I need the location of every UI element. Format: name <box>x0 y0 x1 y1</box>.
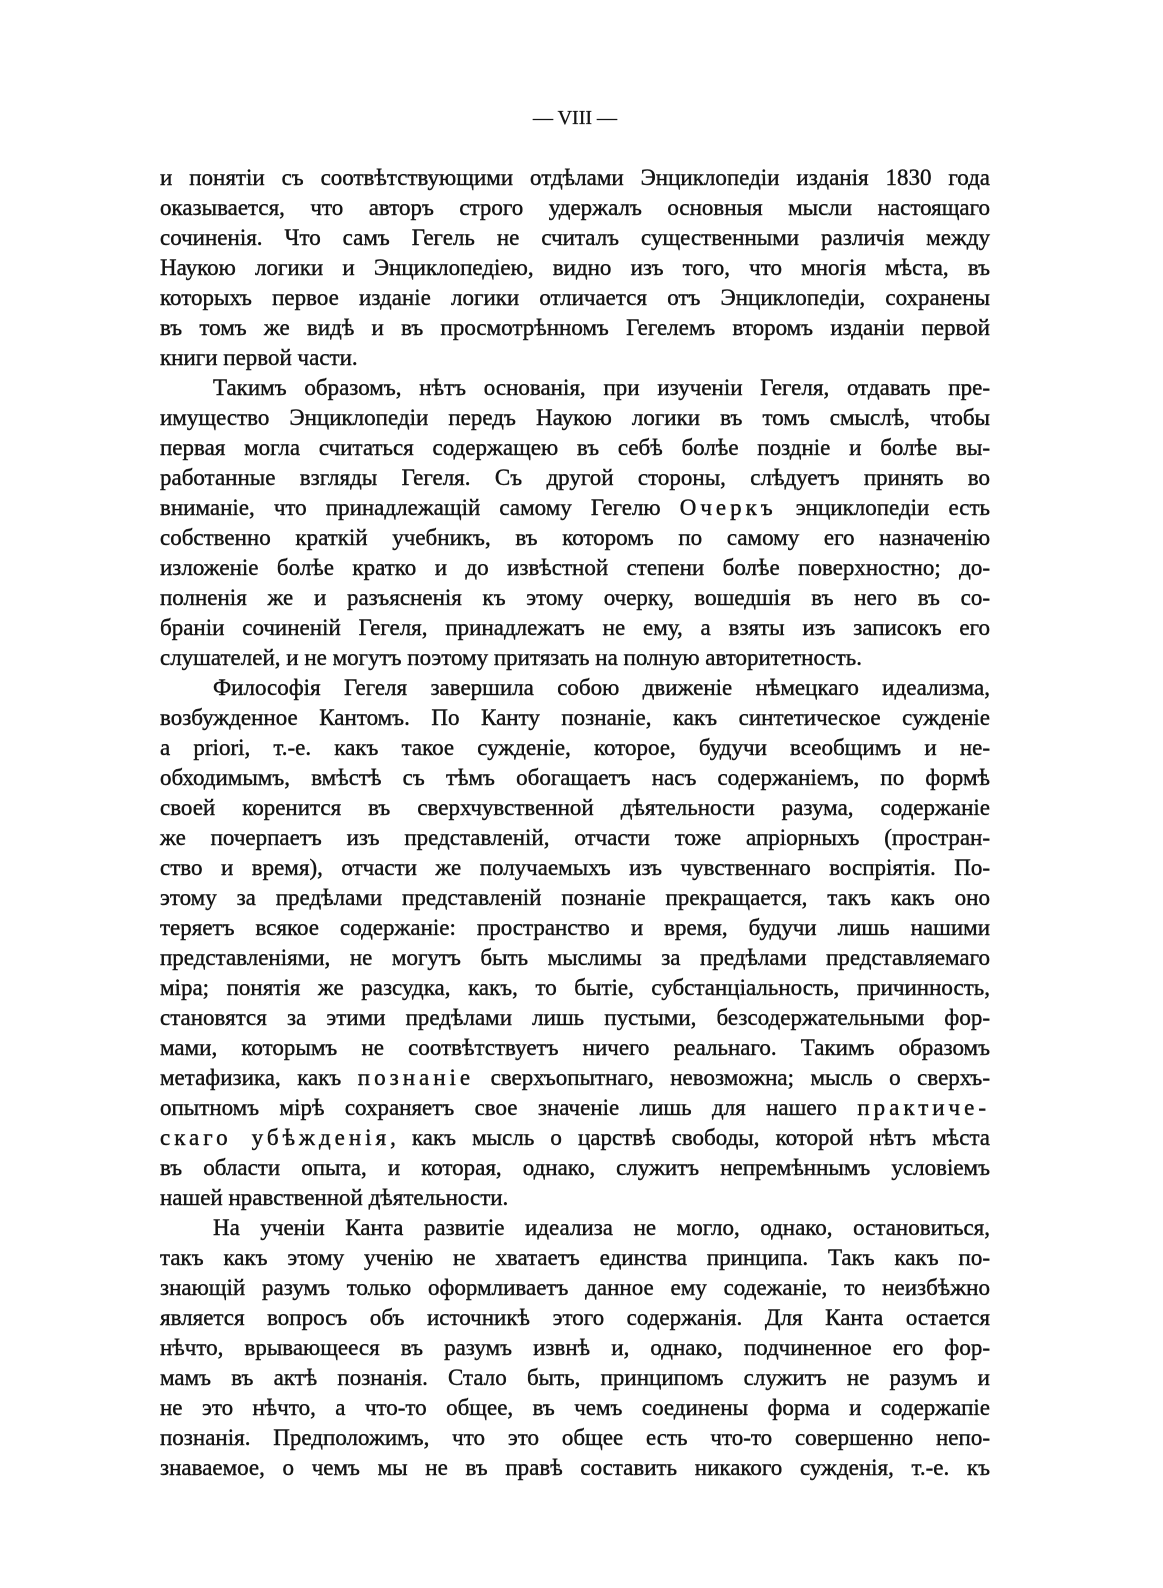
text-segment: сверхъопытнаго, невозможна; мысль о сверхъ- <box>474 1065 990 1090</box>
text-line: работанные взгляды Гегеля. Съ другой стороны, слѣдуетъ принять во <box>160 465 990 490</box>
paragraph <box>160 673 990 1213</box>
text-line: знающій разумъ только оформливаетъ данное ему содежаніе, то неизбѣжно <box>160 1275 990 1300</box>
text-line: Такимъ образомъ, нѣтъ основанія, при изученіи Гегеля, отдавать пре- <box>213 375 990 400</box>
text-line: слушателей, и не могутъ поэтому притязать на полную авторитетность. <box>160 645 863 670</box>
paragraph <box>160 1213 990 1483</box>
text-line: теряетъ всякое содержаніе: пространство и время, будучи лишь нашими <box>160 915 990 940</box>
text-line: a priori, т.-е. какъ такое сужденіе, которое, будучи всеобщимъ и не- <box>160 735 990 760</box>
text-line: такъ какъ этому ученію не хватаетъ единства принципа. Такъ какъ по- <box>160 1245 990 1270</box>
text-line: является вопросъ объ источникѣ этого содержанія. Для Канта остается <box>160 1305 990 1330</box>
text-line: мамъ въ актѣ познанія. Стало быть, принципомъ служитъ не разумъ и <box>160 1365 990 1390</box>
text-line <box>160 1093 990 1123</box>
emphasized-text: познаніе <box>357 1065 475 1090</box>
text-line: познанія. Предположимъ, что это общее есть что-то совершенно непо- <box>160 1425 990 1450</box>
text-segment: вниманіе, что принадлежащій самому Гегелю <box>160 495 680 520</box>
page-number-header: — VIII — <box>532 107 618 129</box>
text-line: книги первой части. <box>160 345 358 370</box>
text-line: возбужденное Кантомъ. По Канту познаніе, какъ синтетическое сужденіе <box>160 705 990 730</box>
text-segment: опытномъ мірѣ сохраняетъ свое значеніе лишь для нашего <box>160 1095 858 1120</box>
emphasized-text: Очеркъ <box>679 495 777 520</box>
text-line: представленіями, не могутъ быть мыслимы за предѣлами представляемаго <box>160 945 990 970</box>
emphasized-text: практиче- <box>857 1095 990 1120</box>
text-line: своей коренится въ сверхчувственной дѣятельности разума, содержаніе <box>160 795 990 820</box>
text-line: знаваемое, о чемъ мы не въ правѣ составить никакого сужденія, т.-е. къ <box>160 1455 990 1480</box>
text-line: нѣчто, врывающееся въ разумъ извнѣ и, однако, подчиненное его фор- <box>160 1335 990 1360</box>
paragraph <box>160 373 990 673</box>
text-line: въ томъ же видѣ и въ просмотрѣнномъ Гегелемъ второмъ изданіи первой <box>160 315 990 340</box>
text-line: мами, которымъ не соотвѣтствуетъ ничего реальнаго. Такимъ образомъ <box>160 1035 990 1060</box>
text-line: міра; понятія же разсудка, какъ, то бытіе, субстанціальность, причинность, <box>160 975 990 1000</box>
text-line: имущество Энциклопедіи передъ Наукою логики въ томъ смыслѣ, чтобы <box>160 405 990 430</box>
body-text <box>160 163 990 1483</box>
paragraph <box>160 163 990 373</box>
text-line: обходимымъ, вмѣстѣ съ тѣмъ обогащаетъ насъ содержаніемъ, по формѣ <box>160 765 990 790</box>
text-line: этому за предѣлами представленій познаніе прекращается, такъ какъ оно <box>160 885 990 910</box>
text-line <box>160 1063 990 1093</box>
text-line: изложеніе болѣе кратко и до извѣстной степени болѣе поверхностно; до- <box>160 555 990 580</box>
text-line: собственно краткій учебникъ, въ которомъ по самому его назначенію <box>160 525 990 550</box>
text-segment: , какъ мысль о царствѣ свободы, которой нѣтъ мѣста <box>390 1125 990 1150</box>
text-segment: метафизика, какъ <box>160 1065 358 1090</box>
text-line <box>160 493 990 523</box>
text-segment: энциклопедіи есть <box>776 495 990 520</box>
text-line: ство и время), отчасти же получаемыхъ изъ чувственнаго воспріятія. По- <box>160 855 990 880</box>
text-line: становятся за этими предѣлами лишь пустыми, безсодержательными фор- <box>160 1005 990 1030</box>
text-line: Наукою логики и Энциклопедіею, видно изъ того, что многія мѣста, въ <box>160 255 990 280</box>
text-line: оказывается, что авторъ строго удержалъ основныя мысли настоящаго <box>160 195 990 220</box>
text-line: сочиненія. Что самъ Гегель не считалъ существенными различія между <box>160 225 990 250</box>
text-line: же почерпаетъ изъ представленій, отчасти тоже апріорныхъ (простран- <box>160 825 990 850</box>
text-line: браніи сочиненій Гегеля, принадлежатъ не ему, а взяты изъ записокъ его <box>160 615 990 640</box>
text-line: первая могла считаться содержащею въ себѣ болѣе поздніе и болѣе вы- <box>160 435 990 460</box>
text-line: и понятіи съ соотвѣтствующими отдѣлами Энциклопедіи изданія 1830 года <box>160 165 990 190</box>
text-line <box>160 1123 990 1153</box>
text-line: въ области опыта, и которая, однако, служитъ непремѣннымъ условіемъ <box>160 1155 990 1180</box>
text-line: На ученіи Канта развитіе идеализа не могло, однако, остановиться, <box>213 1215 990 1240</box>
text-line: не это нѣчто, а что-то общее, въ чемъ соединены форма и содержапіе <box>160 1395 990 1420</box>
text-line: нашей нравственной дѣятельности. <box>160 1185 509 1210</box>
emphasized-text: скаго убѣжденія <box>160 1125 391 1150</box>
text-line: которыхъ первое изданіе логики отличается отъ Энциклопедіи, сохранены <box>160 285 990 310</box>
text-line: полненія же и разъясненія къ этому очерку, вошедшія въ него въ со- <box>160 585 990 610</box>
text-line: Философія Гегеля завершила собою движеніе нѣмецкаго идеализма, <box>213 675 990 700</box>
